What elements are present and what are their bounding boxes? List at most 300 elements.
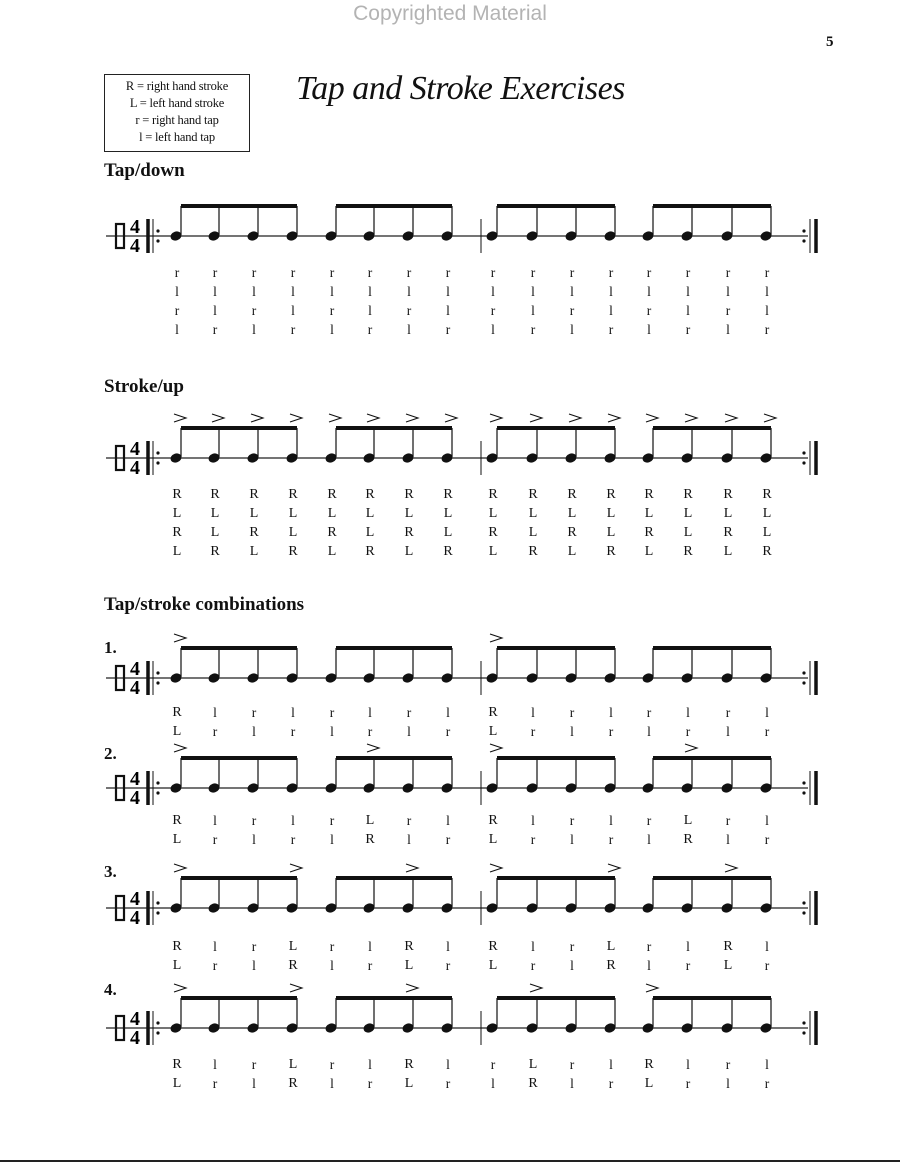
sticking-letter: l <box>368 284 372 299</box>
sticking-letter: r <box>685 265 691 280</box>
accent-mark <box>490 744 502 752</box>
sticking-letter: L <box>288 939 298 954</box>
sticking-letter: l <box>765 939 769 954</box>
accent-mark <box>329 414 341 422</box>
sticking-letter: l <box>252 322 256 337</box>
exercise-number: 1. <box>104 638 117 657</box>
sticking-letter: r <box>212 724 218 739</box>
sticking-letter: r <box>764 1076 770 1091</box>
sticking-letter: L <box>488 544 498 559</box>
sticking-letter: l <box>330 724 334 739</box>
sticking-letter: r <box>251 705 257 720</box>
sticking-letter: l <box>726 1076 730 1091</box>
sticking-letter: r <box>329 303 335 318</box>
sticking-letter: r <box>445 832 451 847</box>
sticking-letter: L <box>172 1076 182 1091</box>
sticking-letter: r <box>290 832 296 847</box>
accent-mark <box>174 634 186 642</box>
sticking-letter: L <box>528 1057 538 1072</box>
sticking-letter: l <box>446 303 450 318</box>
repeat-dot <box>802 451 805 454</box>
sticking-letter: l <box>726 724 730 739</box>
sticking-letter: L <box>528 525 538 540</box>
sticking-letter: r <box>646 813 652 828</box>
sticking-letter: l <box>291 705 295 720</box>
sticking-letter: L <box>172 724 182 739</box>
sticking-letter: r <box>406 265 412 280</box>
sticking-letter: r <box>406 705 412 720</box>
sticking-letter: R <box>528 544 538 559</box>
sticking-letter: R <box>528 487 538 502</box>
repeat-dot <box>802 911 805 914</box>
time-signature-bottom: 4 <box>130 907 140 929</box>
sticking-letter: r <box>212 265 218 280</box>
sticking-letter: l <box>647 724 651 739</box>
sticking-letter: r <box>725 265 731 280</box>
accent-mark <box>646 414 658 422</box>
sticking-letter: r <box>569 303 575 318</box>
sticking-letter: L <box>606 939 616 954</box>
sticking-letter: l <box>330 832 334 847</box>
sticking-letter: l <box>531 284 535 299</box>
repeat-dot <box>802 1031 805 1034</box>
sticking-letter: r <box>251 265 257 280</box>
sticking-letter: L <box>404 1076 414 1091</box>
sticking-letter: R <box>723 525 733 540</box>
sticking-letter: L <box>606 525 616 540</box>
repeat-dot <box>156 451 159 454</box>
sticking-letter: L <box>606 506 616 521</box>
sticking-letter: l <box>213 1057 217 1072</box>
sticking-letter: l <box>647 958 651 973</box>
sticking-letter: l <box>531 705 535 720</box>
sticking-letter: l <box>531 813 535 828</box>
section-heading-tap-down: Tap/down <box>104 160 185 181</box>
sticking-letter: l <box>491 1076 495 1091</box>
page-number: 5 <box>826 34 834 50</box>
sticking-letter: r <box>406 303 412 318</box>
repeat-dot <box>156 461 159 464</box>
sticking-letter: L <box>683 506 693 521</box>
sticking-letter: L <box>404 544 414 559</box>
sticking-letter: r <box>764 958 770 973</box>
sticking-letter: R <box>365 544 375 559</box>
page-bottom-rule <box>0 1160 900 1162</box>
sticking-letter: r <box>530 724 536 739</box>
sticking-letter: r <box>725 813 731 828</box>
sticking-letter: l <box>330 284 334 299</box>
accent-mark <box>530 984 542 992</box>
sticking-letter: l <box>368 939 372 954</box>
sticking-letter: L <box>172 832 182 847</box>
sticking-letter: l <box>570 832 574 847</box>
watermark: Copyrighted Material <box>353 2 547 25</box>
sticking-letter: r <box>764 265 770 280</box>
sticking-letter: r <box>646 939 652 954</box>
sticking-letter: l <box>531 939 535 954</box>
sticking-letter: R <box>644 1057 654 1072</box>
sticking-letter: l <box>252 832 256 847</box>
repeat-dot <box>156 229 159 232</box>
sticking-letter: l <box>765 813 769 828</box>
repeat-dot <box>156 901 159 904</box>
sticking-letter: L <box>723 506 733 521</box>
sticking-letter: l <box>213 813 217 828</box>
sticking-letter: R <box>404 487 414 502</box>
sticking-letter: R <box>210 544 220 559</box>
sticking-letter: l <box>446 1057 450 1072</box>
sticking-letter: r <box>329 813 335 828</box>
sticking-letter: l <box>330 322 334 337</box>
sticking-letter: l <box>647 284 651 299</box>
sticking-letter: L <box>488 832 498 847</box>
sticking-letter: R <box>288 958 298 973</box>
time-signature-top: 4 <box>130 658 140 680</box>
sticking-letter: r <box>212 1076 218 1091</box>
sticking-letter: r <box>608 1076 614 1091</box>
sticking-letter: R <box>327 487 337 502</box>
sticking-letter: R <box>288 544 298 559</box>
sticking-letter: R <box>172 1057 182 1072</box>
sticking-letter: r <box>646 705 652 720</box>
sticking-letter: l <box>570 322 574 337</box>
sticking-letter: L <box>443 506 453 521</box>
sticking-letter: l <box>609 284 613 299</box>
sticking-letter: R <box>404 939 414 954</box>
accent-mark <box>569 414 581 422</box>
repeat-dot <box>156 681 159 684</box>
sticking-letter: r <box>367 958 373 973</box>
accent-mark <box>764 414 776 422</box>
repeat-dot <box>156 671 159 674</box>
accent-mark <box>685 744 697 752</box>
sticking-letter: r <box>251 303 257 318</box>
repeat-dot <box>802 239 805 242</box>
repeat-dot <box>156 1021 159 1024</box>
accent-mark <box>174 984 186 992</box>
sticking-letter: r <box>530 832 536 847</box>
sticking-letter: r <box>290 724 296 739</box>
sticking-letter: l <box>252 958 256 973</box>
time-signature-bottom: 4 <box>130 677 140 699</box>
accent-mark <box>608 414 620 422</box>
sticking-letter: L <box>404 506 414 521</box>
sticking-letter: l <box>407 284 411 299</box>
sticking-letter: L <box>249 506 259 521</box>
sticking-letter: L <box>488 958 498 973</box>
sticking-letter: l <box>647 832 651 847</box>
sticking-letter: r <box>445 322 451 337</box>
time-signature-bottom: 4 <box>130 1027 140 1049</box>
sticking-letter: L <box>723 958 733 973</box>
repeat-dot <box>802 791 805 794</box>
sticking-letter: L <box>488 506 498 521</box>
sticking-letter: l <box>252 284 256 299</box>
repeat-dot <box>156 791 159 794</box>
sticking-letter: r <box>251 939 257 954</box>
sticking-letter: l <box>686 284 690 299</box>
legend-item: r = right hand tap <box>135 113 219 127</box>
sticking-letter: l <box>765 1057 769 1072</box>
sticking-letter: l <box>609 303 613 318</box>
sticking-letter: l <box>407 322 411 337</box>
sticking-letter: r <box>212 832 218 847</box>
sticking-letter: r <box>646 303 652 318</box>
sticking-letter: l <box>570 958 574 973</box>
sticking-letter: l <box>175 322 179 337</box>
sticking-letter: r <box>490 265 496 280</box>
sticking-letter: L <box>644 506 654 521</box>
sticking-letter: R <box>606 544 616 559</box>
sticking-letter: R <box>249 525 259 540</box>
sticking-letter: l <box>175 284 179 299</box>
sticking-letter: r <box>329 1057 335 1072</box>
sticking-letter: r <box>569 939 575 954</box>
sticking-letter: r <box>530 322 536 337</box>
sticking-letter: R <box>404 525 414 540</box>
sticking-letter: l <box>446 284 450 299</box>
sticking-letter: r <box>764 724 770 739</box>
sticking-letter: R <box>606 958 616 973</box>
legend-item: L = left hand stroke <box>129 96 225 110</box>
sticking-letter: r <box>445 1076 451 1091</box>
sticking-letter: l <box>407 832 411 847</box>
sticking-letter: r <box>251 1057 257 1072</box>
accent-mark <box>290 864 302 872</box>
sticking-letter: r <box>725 705 731 720</box>
sticking-letter: l <box>291 813 295 828</box>
sticking-letter: r <box>490 1057 496 1072</box>
sticking-letter: R <box>443 487 453 502</box>
sticking-letter: R <box>365 487 375 502</box>
sticking-letter: r <box>569 813 575 828</box>
accent-mark <box>608 864 620 872</box>
time-signature-top: 4 <box>130 1008 140 1030</box>
sticking-letter: r <box>685 1076 691 1091</box>
accent-mark <box>212 414 224 422</box>
sticking-letter: R <box>365 832 375 847</box>
sticking-letter: l <box>609 1057 613 1072</box>
sticking-letter: r <box>406 813 412 828</box>
sticking-letter: r <box>329 939 335 954</box>
sticking-letter: L <box>249 544 259 559</box>
sticking-letter: l <box>647 322 651 337</box>
sticking-letter: r <box>685 958 691 973</box>
time-signature-top: 4 <box>130 438 140 460</box>
page-title: Tap and Stroke Exercises <box>296 70 625 107</box>
sticking-letter: l <box>291 303 295 318</box>
sticking-letter: r <box>685 322 691 337</box>
sticking-letter: l <box>446 939 450 954</box>
exercise-number: 2. <box>104 744 117 763</box>
sticking-letter: R <box>723 939 733 954</box>
sticking-letter: l <box>531 303 535 318</box>
repeat-dot <box>802 781 805 784</box>
sticking-letter: R <box>488 487 498 502</box>
exercise-number: 3. <box>104 862 117 881</box>
sticking-letter: r <box>685 724 691 739</box>
sticking-letter: r <box>290 265 296 280</box>
sticking-letter: R <box>606 487 616 502</box>
sticking-letter: l <box>570 284 574 299</box>
sticking-letter: L <box>365 506 375 521</box>
sticking-letter: r <box>445 958 451 973</box>
sticking-letter: R <box>288 1076 298 1091</box>
sticking-letter: l <box>368 303 372 318</box>
sticking-letter: R <box>488 705 498 720</box>
accent-mark <box>174 744 186 752</box>
sticking-letter: L <box>288 1057 298 1072</box>
repeat-dot <box>156 781 159 784</box>
section-heading-combinations: Tap/stroke combinations <box>104 594 305 615</box>
sticking-letter: l <box>609 705 613 720</box>
accent-mark <box>445 414 457 422</box>
sticking-letter: L <box>528 506 538 521</box>
sticking-letter: l <box>213 939 217 954</box>
sticking-letter: L <box>288 506 298 521</box>
sticking-letter: r <box>725 1057 731 1072</box>
sticking-letter: L <box>210 525 220 540</box>
sticking-letter: R <box>210 487 220 502</box>
sticking-letter: r <box>367 724 373 739</box>
sticking-letter: l <box>446 813 450 828</box>
sticking-letter: r <box>530 265 536 280</box>
accent-mark <box>685 414 697 422</box>
accent-mark <box>725 864 737 872</box>
sticking-letter: r <box>367 1076 373 1091</box>
sticking-letter: R <box>288 487 298 502</box>
sticking-letter: l <box>368 1057 372 1072</box>
sticking-letter: L <box>327 544 337 559</box>
repeat-dot <box>802 901 805 904</box>
sticking-letter: r <box>764 832 770 847</box>
sticking-letter: l <box>291 284 295 299</box>
sticking-letter: r <box>569 1057 575 1072</box>
sticking-letter: L <box>567 506 577 521</box>
sticking-letter: R <box>488 939 498 954</box>
time-signature-bottom: 4 <box>130 235 140 257</box>
accent-mark <box>290 414 302 422</box>
sticking-letter: r <box>608 322 614 337</box>
time-signature-bottom: 4 <box>130 787 140 809</box>
sticking-letter: l <box>446 705 450 720</box>
sticking-letter: r <box>764 322 770 337</box>
sticking-letter: l <box>726 284 730 299</box>
sticking-letter: R <box>488 525 498 540</box>
sticking-letter: L <box>683 813 693 828</box>
sticking-letter: L <box>172 506 182 521</box>
sticking-letter: l <box>686 939 690 954</box>
sticking-letter: l <box>570 1076 574 1091</box>
sticking-letter: R <box>404 1057 414 1072</box>
sticking-letter: L <box>404 958 414 973</box>
sticking-letter: l <box>765 705 769 720</box>
sticking-letter: r <box>490 303 496 318</box>
sticking-letter: l <box>213 284 217 299</box>
repeat-dot <box>802 1021 805 1024</box>
sticking-letter: R <box>683 544 693 559</box>
sticking-letter: l <box>491 322 495 337</box>
sticking-letter: l <box>765 284 769 299</box>
repeat-dot <box>156 1031 159 1034</box>
sticking-letter: r <box>445 265 451 280</box>
sticking-letter: r <box>367 322 373 337</box>
sticking-letter: l <box>686 1057 690 1072</box>
sticking-letter: r <box>608 832 614 847</box>
sticking-letter: l <box>213 303 217 318</box>
sticking-letter: r <box>367 265 373 280</box>
sticking-letter: R <box>683 832 693 847</box>
accent-mark <box>490 864 502 872</box>
accent-mark <box>174 864 186 872</box>
sticking-letter: r <box>212 322 218 337</box>
time-signature-top: 4 <box>130 888 140 910</box>
legend-item: l = left hand tap <box>139 130 215 144</box>
sticking-letter: R <box>762 544 772 559</box>
sticking-letter: R <box>327 525 337 540</box>
sticking-letter: L <box>365 813 375 828</box>
sticking-letter: l <box>330 958 334 973</box>
sticking-letter: R <box>528 1076 538 1091</box>
sticking-letter: l <box>330 1076 334 1091</box>
accent-mark <box>251 414 263 422</box>
sticking-letter: L <box>172 958 182 973</box>
sticking-letter: L <box>683 525 693 540</box>
accent-mark <box>490 634 502 642</box>
sticking-letter: r <box>608 265 614 280</box>
sticking-letter: r <box>174 303 180 318</box>
sticking-letter: r <box>212 958 218 973</box>
time-signature-bottom: 4 <box>130 457 140 479</box>
sticking-letter: L <box>443 525 453 540</box>
sticking-letter: l <box>765 303 769 318</box>
sticking-letter: l <box>213 705 217 720</box>
sticking-letter: r <box>290 322 296 337</box>
repeat-dot <box>802 461 805 464</box>
accent-mark <box>367 744 379 752</box>
sticking-letter: L <box>488 724 498 739</box>
accent-mark <box>406 414 418 422</box>
accent-mark <box>725 414 737 422</box>
sticking-letter: l <box>252 1076 256 1091</box>
accent-mark <box>646 984 658 992</box>
sticking-letter: R <box>172 525 182 540</box>
accent-mark <box>406 984 418 992</box>
sticking-letter: R <box>644 525 654 540</box>
sticking-letter: r <box>725 303 731 318</box>
time-signature-top: 4 <box>130 216 140 238</box>
sticking-letter: R <box>567 525 577 540</box>
sticking-letter: r <box>251 813 257 828</box>
sticking-letter: L <box>327 506 337 521</box>
sticking-letter: R <box>249 487 259 502</box>
sticking-letter: L <box>644 1076 654 1091</box>
sticking-letter: L <box>172 544 182 559</box>
sticking-letter: L <box>762 506 772 521</box>
sticking-letter: L <box>644 544 654 559</box>
sticking-letter: r <box>530 958 536 973</box>
sticking-letter: L <box>567 544 577 559</box>
sticking-letter: l <box>686 303 690 318</box>
accent-mark <box>490 414 502 422</box>
sticking-letter: l <box>407 724 411 739</box>
sticking-letter: L <box>210 506 220 521</box>
sticking-letter: R <box>172 939 182 954</box>
repeat-dot <box>156 911 159 914</box>
accent-mark <box>406 864 418 872</box>
accent-mark <box>174 414 186 422</box>
repeat-dot <box>802 671 805 674</box>
